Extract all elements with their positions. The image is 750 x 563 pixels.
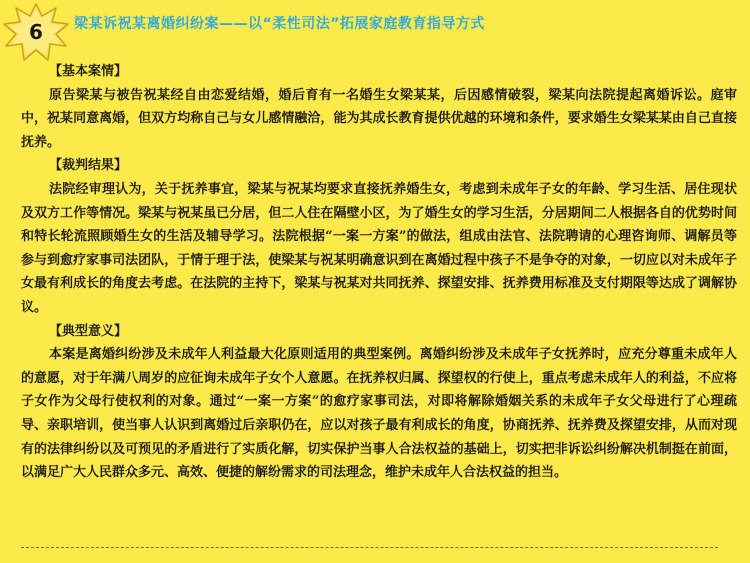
number-badge [2,2,70,62]
page-title: 梁某诉祝某离婚纠纷案——以“柔性司法”拓展家庭教育指导方式 [74,16,485,32]
section-text-basic-facts: 原告梁某与被告祝某经自由恋爱结婚，婚后育有一名婚生女梁某某，后因感情破裂，梁某向法院提起离婚诉讼。庭审中，祝某同意离婚，但双方均称自己与女儿感情融洽，能为其成长教育提供优越的环境和条件，要求婚生女梁某某由自己直接抚养。 [21,87,737,150]
section-heading-significance: 【典型意义】 [49,323,128,339]
section-text-judgment: 法院经审理认为，关于抚养事宜，梁某与祝某均要求直接抚养婚生女，考虑到未成年子女的年龄、学习生活、居住现状及双方工作等情况。梁某与祝某虽已分居，但二人住在隔壁小区，为了婚生女的学习生活，分居期间二人根据各自的优势时间和特长轮流照顾婚生女的生活及辅导学习。法院根据“一案一方案”的做法，组成由法官、法院聘请的心理咨询师、调解员等参与到愈疗家事司法团队，于情于理于法，使梁某与祝某明确意识到在离婚过程中孩子不是争夺的对象，一切应以对未成年子女最有利成长的角度去考虑。在法院的主持下，梁某与祝某对共同抚养、探望安排、抚养费用标准及支付期限等达成了调解协议。 [21,181,737,315]
case-content [21,60,737,485]
bottom-divider [21,547,718,548]
section-heading-judgment: 【裁判结果】 [49,158,128,174]
section-text-significance: 本案是离婚纠纷涉及未成年人利益最大化原则适用的典型案例。离婚纠纷涉及未成年子女抚养时，应充分尊重未成年人的意愿，对于年满八周岁的应征询未成年子女个人意愿。在抚养权归属、探望权的行使上，重点考虑未成年人的利益，不应将子女作为父母行使权利的对象。通过“一案一方案”的愈疗家事司法，对即将解除婚姻关系的未成年子女父母进行了心理疏导、亲职培训，使当事人认识到离婚过后亲职仍在，应以对孩子最有利成长的角度，协商抚养、抚养费及探望安排，从而对现有的法律纠纷以及可预见的矛盾进行了实质化解，切实保护当事人合法权益的基础上，切实把非诉讼纠纷解决机制挺在前面，以满足广大人民群众多元、高效、便捷的解纷需求的司法理念，维护未成年人合法权益的担当。 [21,347,737,481]
section-heading-basic-facts: 【基本案情】 [49,64,128,79]
badge-number: 6 [29,20,43,44]
